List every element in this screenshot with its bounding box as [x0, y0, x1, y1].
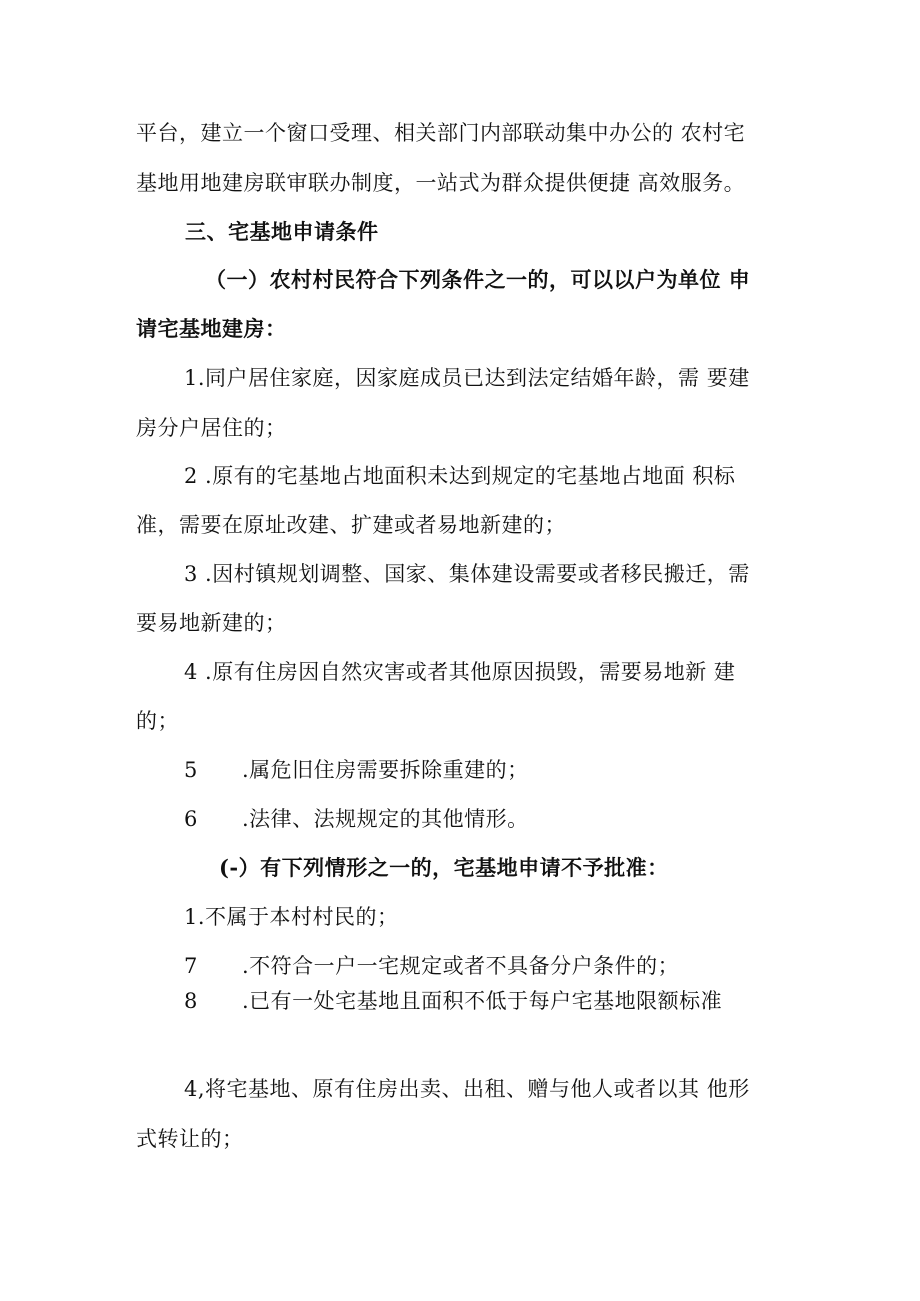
condition-4-line-1: 4 .原有住房因自然灾害或者其他原因损毁，需要易地新 建: [184, 660, 736, 684]
condition-2-line-1: 2 .原有的宅基地占地面积未达到规定的宅基地占地面 积标: [184, 464, 736, 488]
rejection-4-line-1: 4,将宅基地、原有住房出卖、出租、赠与他人或者以其 他形: [184, 1077, 750, 1101]
rejection-8-text: .已有一处宅基地且面积不低于每户宅基地限额标准: [242, 989, 723, 1013]
rejection-8-number: 8: [184, 989, 198, 1013]
condition-6-text: .法律、法规规定的其他情形。: [242, 807, 529, 831]
intro-line-1: 平台，建立一个窗口受理、相关部门内部联动集中办公的 农村宅: [136, 121, 746, 145]
subsection-2-heading: (-）有下列情形之一的，宅基地申请不予批准：: [219, 855, 669, 880]
rejection-7-text: .不符合一户一宅规定或者不具备分户条件的；: [242, 954, 680, 978]
subsection-1-line-1: （一）农村村民符合下列条件之一的，可以以户为单位 申: [205, 267, 751, 292]
intro-line-2: 基地用地建房联审联办制度，一站式为群众提供便捷 高效服务。: [136, 171, 746, 195]
condition-2-line-2: 准，需要在原址改建、扩建或者易地新建的；: [136, 513, 566, 537]
condition-5-text: .属危旧住房需要拆除重建的；: [242, 758, 529, 782]
rejection-7-number: 7: [184, 954, 198, 978]
condition-5-number: 5: [184, 758, 198, 782]
condition-3-line-2: 要易地新建的；: [136, 611, 287, 635]
rejection-1: 1.不属于本村村民的；: [184, 905, 399, 929]
condition-6-number: 6: [184, 807, 198, 831]
condition-1-line-1: 1.同户居住家庭，因家庭成员已达到法定结婚年龄，需 要建: [184, 366, 750, 390]
condition-4-line-2: 的；: [136, 709, 179, 733]
condition-3-line-1: 3 .因村镇规划调整、国家、集体建设需要或者移民搬迁，需: [184, 562, 750, 586]
section-3-heading: 三、宅基地申请条件: [185, 219, 379, 244]
rejection-4-line-2: 式转让的；: [136, 1127, 244, 1151]
condition-1-line-2: 房分户居住的；: [136, 416, 287, 440]
subsection-1-line-2: 请宅基地建房：: [136, 316, 287, 341]
